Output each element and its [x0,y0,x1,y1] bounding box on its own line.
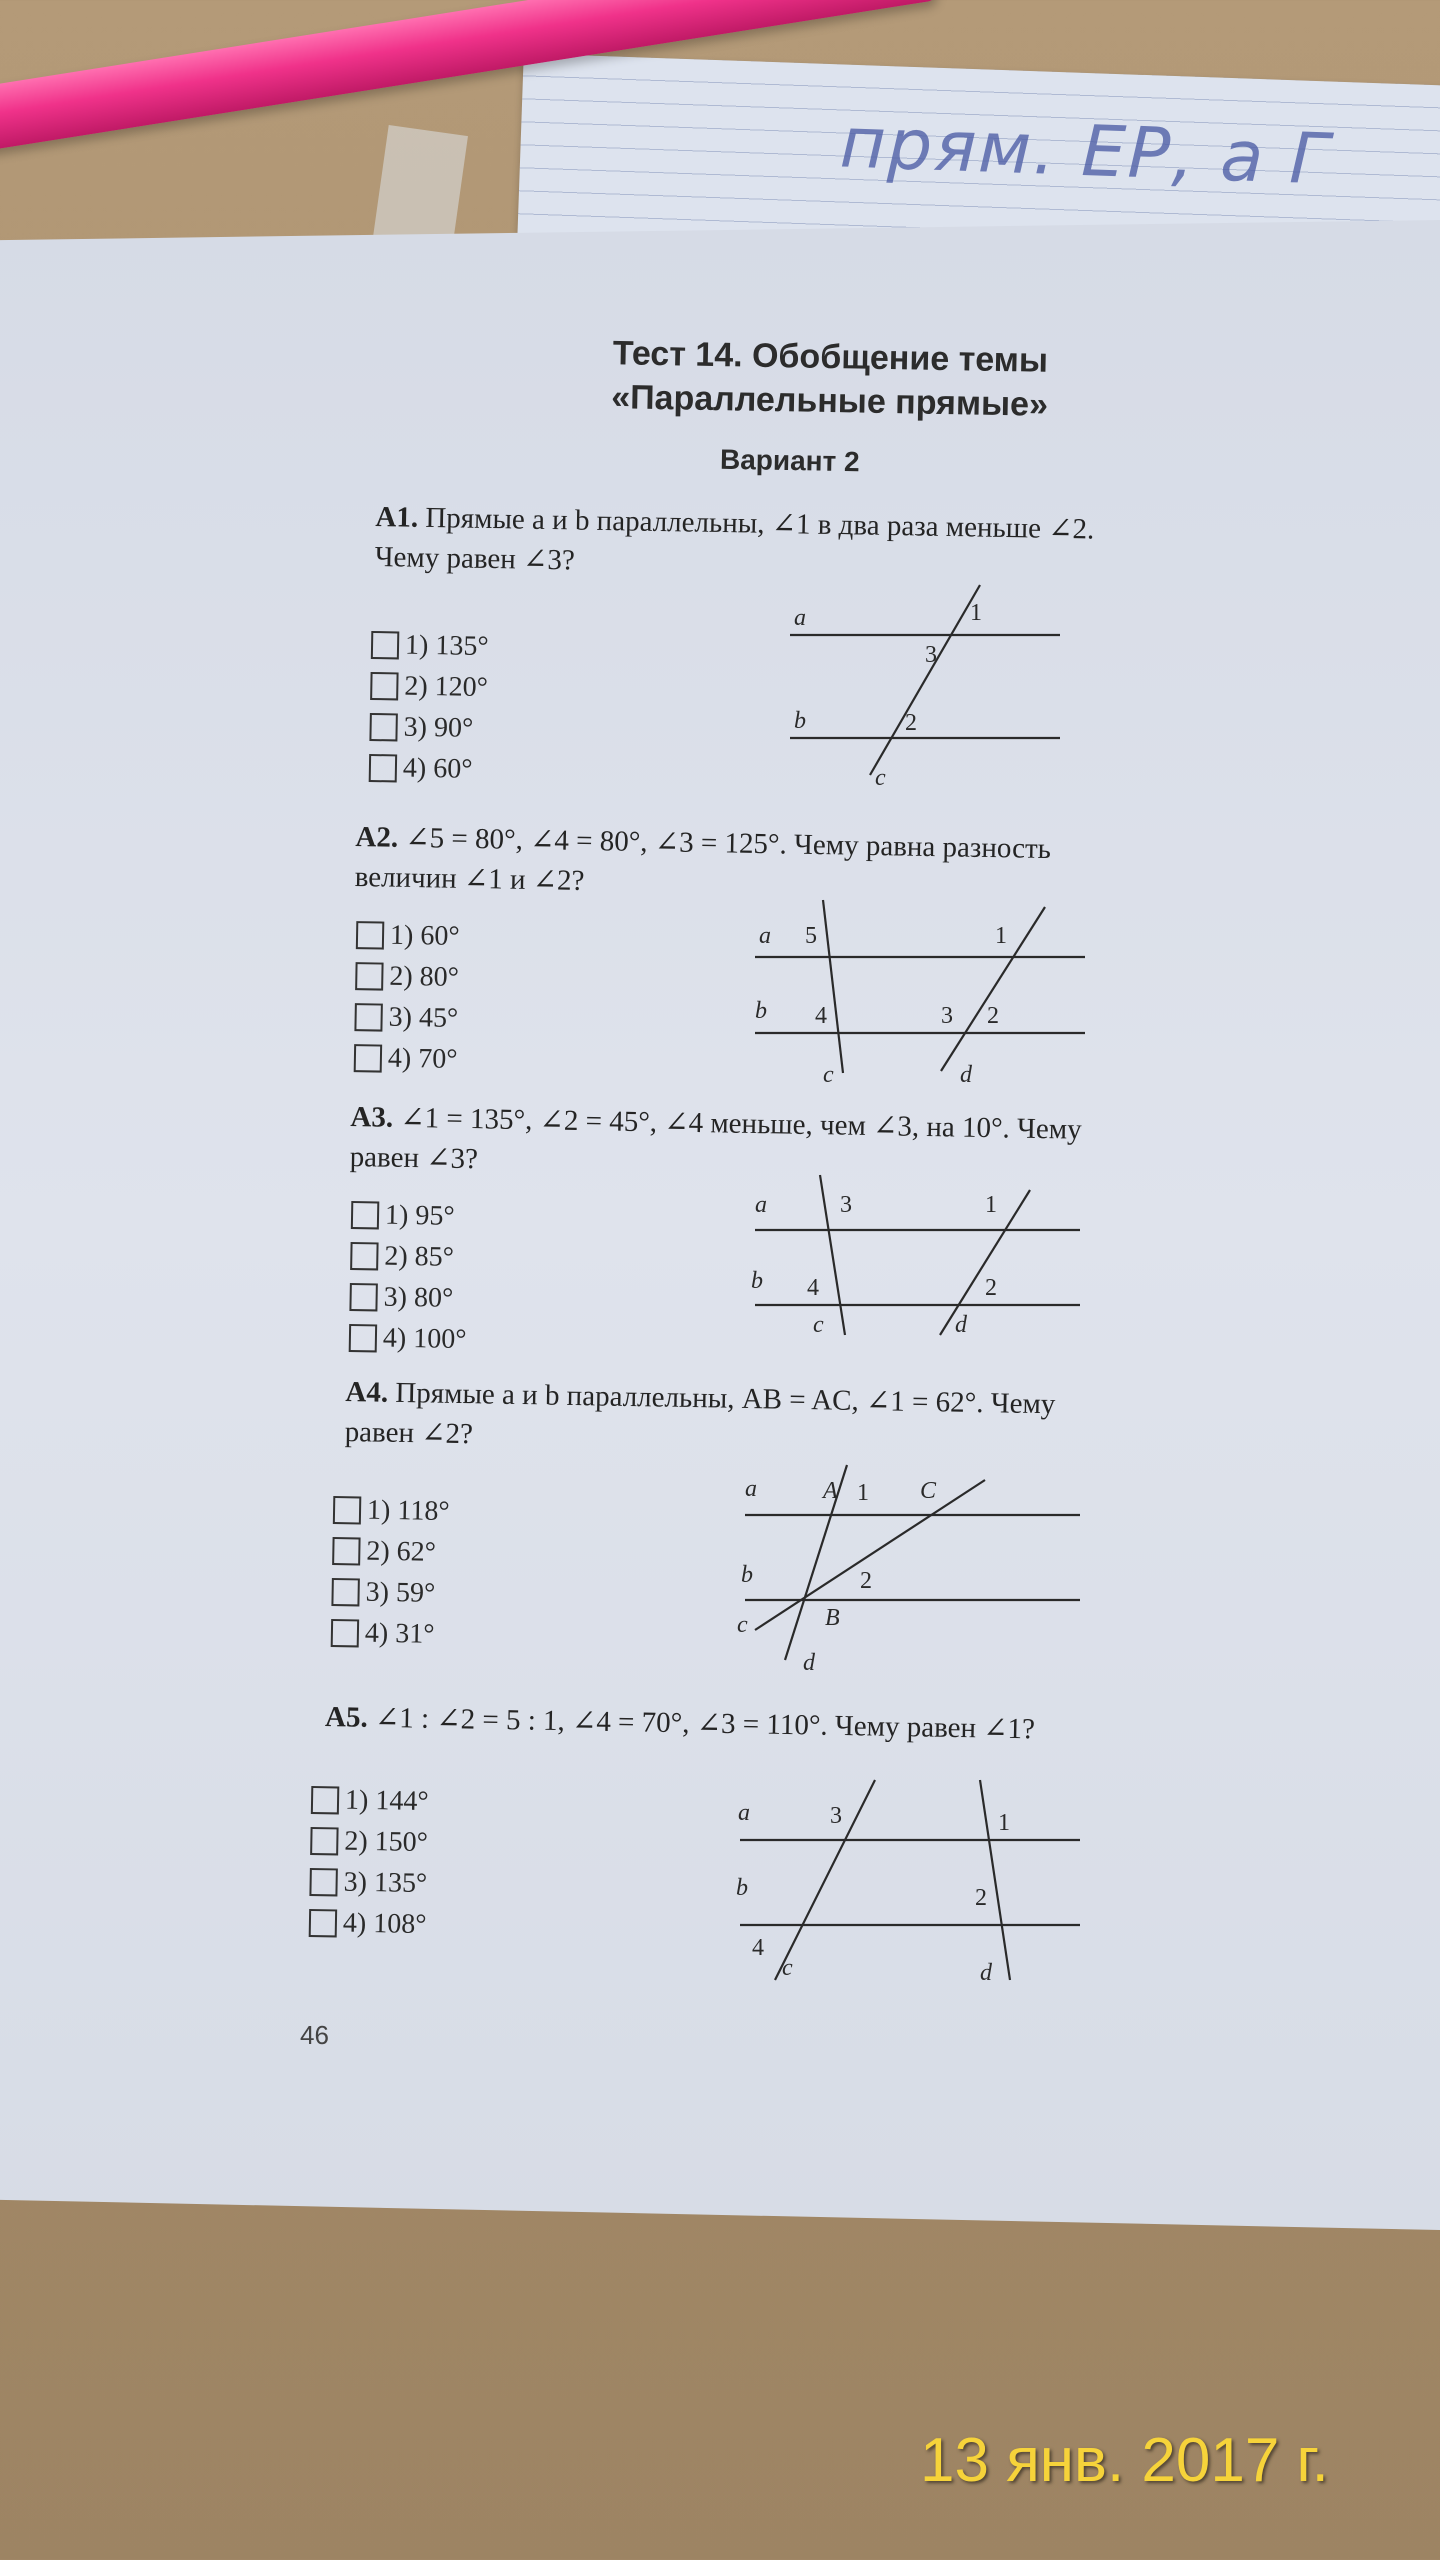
line-c [755,1480,985,1630]
option[interactable] [355,955,459,998]
option[interactable] [310,1820,428,1863]
checkbox[interactable] [354,1003,382,1031]
label-b: b [736,1875,748,1901]
label-d: d [803,1650,815,1676]
question-text-1: ∠1 : ∠2 = 5 : 1, ∠4 = 70°, ∠3 = 110°. Чему равен ∠1? [374,1701,1036,1746]
angle-2-label: 2 [975,1885,987,1911]
angle-4-label: 4 [815,1003,827,1029]
angle-3-label: 3 [840,1192,852,1218]
label-b: b [755,998,767,1024]
option[interactable] [356,914,460,957]
point-a-label: A [823,1478,838,1504]
option[interactable] [309,1861,427,1904]
option[interactable] [349,1276,467,1319]
option-label: 2) 80° [389,960,460,993]
angle-2-label: 2 [985,1275,997,1301]
option-label: 4) 108° [342,1907,427,1941]
checkbox[interactable] [333,1495,361,1523]
option[interactable] [311,1779,429,1822]
question-text-2: Чему равен ∠3? [374,540,576,577]
label-b: b [741,1562,753,1588]
label-d: d [960,1062,972,1088]
line-c [775,1780,875,1980]
label-d: d [955,1312,967,1338]
label-c: c [782,1955,793,1981]
figure-a4 [735,1460,1095,1680]
angle-5-label: 5 [805,923,817,949]
notebook-handwriting: прям. ЕР‚ а Г [838,101,1333,201]
angle-3-label: 3 [941,1003,953,1029]
checkbox[interactable] [351,1200,379,1228]
option[interactable] [333,1489,450,1532]
checkbox[interactable] [356,921,384,949]
point-b-label: B [825,1605,840,1631]
question-text-2: равен ∠2? [344,1415,474,1451]
variant-label: Вариант 2 [719,443,860,478]
checkbox[interactable] [349,1323,377,1351]
option-label: 3) 90° [403,711,474,744]
label-b: b [794,708,806,734]
line-c [823,900,843,1073]
option[interactable] [370,665,488,708]
label-a: a [745,1476,757,1502]
option[interactable] [331,1612,448,1655]
option[interactable] [369,747,487,790]
options-a1 [369,624,489,790]
figure-a2 [745,895,1095,1090]
line-c [870,585,980,775]
checkbox[interactable] [311,1785,339,1813]
question-a4 [344,1372,1265,1468]
option-label: 4) 60° [402,752,473,785]
options-a4 [331,1489,450,1655]
option[interactable] [351,1194,469,1237]
option[interactable] [331,1571,448,1614]
checkbox[interactable] [370,671,398,699]
checkbox[interactable] [331,1577,359,1605]
label-d: d [980,1960,992,1986]
option-label: 2) 85° [384,1240,455,1273]
figure-a1 [780,580,1080,800]
question-id: A2. [355,820,399,854]
label-c: c [813,1312,824,1338]
option[interactable] [309,1902,427,1945]
option-label: 4) 100° [382,1322,467,1356]
angle-1-label: 1 [998,1810,1010,1836]
angle-3-label: 3 [925,642,937,668]
angle-3-label: 3 [830,1803,842,1829]
label-c: c [823,1062,834,1088]
option-label: 3) 45° [388,1001,459,1034]
checkbox[interactable] [355,962,383,990]
checkbox[interactable] [350,1241,378,1269]
checkbox[interactable] [349,1282,377,1310]
option[interactable] [371,624,489,667]
angle-1-label: 1 [857,1480,869,1506]
checkbox[interactable] [369,753,397,781]
checkbox[interactable] [332,1536,360,1564]
option[interactable] [354,1037,458,1080]
question-a1 [374,497,1295,593]
label-b: b [751,1268,763,1294]
option-label: 2) 120° [404,670,489,704]
page-number: 46 [300,2020,329,2050]
angle-2-label: 2 [860,1568,872,1594]
angle-1-label: 1 [995,923,1007,949]
test-title [519,330,1140,429]
date-stamp: 13 янв. 2017 г. [920,2426,1329,2495]
checkbox[interactable] [354,1044,382,1072]
label-c: c [875,765,886,791]
question-id: A5. [324,1700,369,1734]
angle-2-label: 2 [905,710,917,736]
angle-2-label: 2 [987,1003,999,1029]
label-a: a [794,605,806,631]
checkbox[interactable] [309,1867,337,1895]
question-id: A4. [345,1375,389,1409]
checkbox[interactable] [331,1618,359,1646]
label-c: c [737,1612,748,1638]
checkbox[interactable] [310,1826,338,1854]
option-label: 3) 80° [383,1281,454,1314]
label-a: a [759,923,771,949]
checkbox[interactable] [309,1908,337,1936]
angle-4-label: 4 [752,1935,764,1961]
question-text-2: величин ∠1 и ∠2? [354,860,585,897]
question-text-1: Прямые a и b параллельны, AB = AC, ∠1 = 62°. Чему [395,1376,1056,1421]
option-label: 1) 95° [384,1199,455,1232]
option[interactable] [369,706,487,749]
option-label: 3) 135° [343,1866,428,1900]
angle-1-label: 1 [970,600,982,626]
question-text-1: ∠1 = 135°, ∠2 = 45°, ∠4 меньше, чем ∠3, на 10°. Чему [400,1101,1082,1146]
option-label: 4) 31° [364,1617,435,1650]
options-a3 [349,1194,469,1360]
question-id: A3. [350,1100,394,1134]
line-d [941,907,1045,1071]
figure-a3 [745,1170,1090,1345]
option-label: 4) 70° [387,1042,458,1075]
option[interactable] [350,1235,468,1278]
option[interactable] [349,1317,467,1360]
option-label: 1) 118° [366,1494,450,1528]
option[interactable] [332,1530,449,1573]
angle-1-label: 1 [985,1192,997,1218]
question-text-2: равен ∠3? [349,1140,479,1176]
option-label: 1) 144° [344,1784,429,1818]
options-a2 [354,914,460,1080]
checkbox[interactable] [369,712,397,740]
question-id: A1. [375,500,419,534]
title-line-1: Тест 14. Обобщение темы [612,334,1049,380]
option-label: 3) 59° [365,1576,436,1609]
checkbox[interactable] [371,630,399,658]
title-line-2: «Параллельные прямые» [610,378,1049,424]
point-c-label: C [920,1478,937,1504]
option-label: 2) 150° [344,1825,429,1859]
option-label: 1) 60° [389,919,460,952]
option-label: 2) 62° [366,1535,437,1568]
figure-a5 [730,1775,1090,1995]
angle-4-label: 4 [807,1275,819,1301]
question-text-1: Прямые a и b параллельны, ∠1 в два раза меньше ∠2. [425,501,1095,546]
label-a: a [738,1800,750,1826]
question-text-1: ∠5 = 80°, ∠4 = 80°, ∠3 = 125°. Чему равна разность [405,821,1052,866]
label-a: a [755,1192,767,1218]
option[interactable] [354,996,458,1039]
option-label: 1) 135° [404,629,489,663]
options-a5 [309,1779,429,1945]
